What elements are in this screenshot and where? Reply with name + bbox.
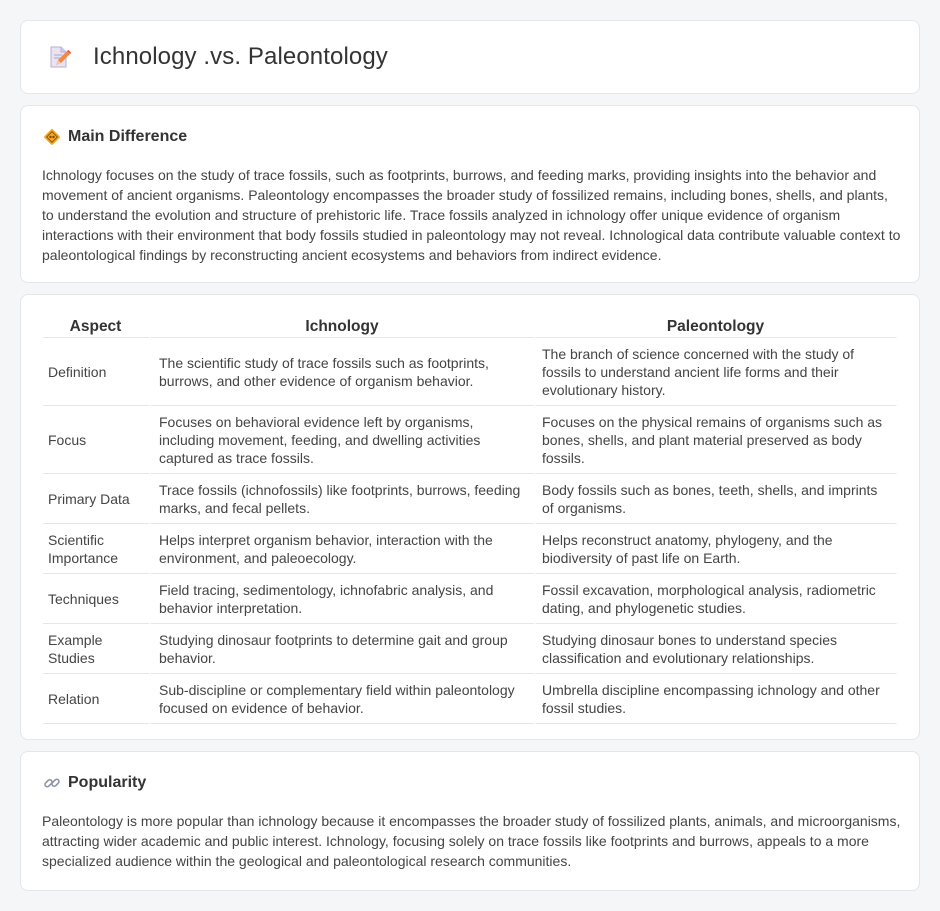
aspect-cell: Techniques [43,574,151,624]
paleontology-cell: Focuses on the physical remains of organisms such as bones, shells, and plant material preserved as body fossils. [536,406,898,474]
ichnology-cell: Sub-discipline or complementary field within paleontology focused on evidence of behavior. [151,674,536,724]
table-row [43,624,898,674]
ichnology-cell: Focuses on behavioral evidence left by organisms, including movement, feeding, and dwelling activities captured as trace fossils. [151,406,536,474]
paleontology-cell: Studying dinosaur bones to understand species classification and evolutionary relationships. [536,624,898,674]
ichnology-cell: The scientific study of trace fossils such as footprints, burrows, and other evidence of organism behavior. [151,338,536,406]
comparison-card [20,294,920,740]
main-difference-heading [43,128,187,146]
table-row [43,474,898,524]
ichnology-cell: Field tracing, sedimentology, ichnofabric analysis, and behavior interpretation. [151,574,536,624]
paleontology-cell: The branch of science concerned with the study of fossils to understand ancient life forms and their evolutionary history. [536,338,898,406]
main-difference-text: Ichnology focuses on the study of trace fossils, such as footprints, burrows, and feeding marks, providing insights into the behavior and movement of ancient organisms. Paleontology encompasses the broader study of fossilized remains, including bones, shells, and plants, to understand the evolution and structure of prehistoric life. Trace fossils analyzed in ichnology offer unique evidence of organism interactions with their environment that body fossils studied in paleontology may not reveal. Ichnological data contribute valuable context to paleontological findings by reconstructing ancient ecosystems and behaviors from indirect evidence. [42,167,901,263]
ichnology-cell: Helps interpret organism behavior, interaction with the environment, and paleoecology. [151,524,536,574]
main-difference-card [20,105,920,283]
table-row [43,406,898,474]
popularity-card [20,751,920,891]
comparison-table [43,315,898,724]
header-card [20,20,920,94]
paleontology-cell: Fossil excavation, morphological analysis, radiometric dating, and phylogenetic studies. [536,574,898,624]
header-aspect: Aspect [43,315,151,338]
popularity-heading [43,774,146,792]
main-difference-title: Main Difference [68,128,188,145]
document-pencil-icon [47,45,71,69]
table-header-row [43,315,898,338]
table-row [43,338,898,406]
header-paleontology: Paleontology [536,315,898,338]
popularity-title: Popularity [68,774,147,791]
aspect-cell: Relation [43,674,151,724]
table-row [43,574,898,624]
popularity-text: Paleontology is more popular than ichnology because it encompasses the broader study of fossilized plants, animals, and microorganisms, attracting wider academic and public interest. Ichnology, focusing solely on trace fossils like footprints and burrows, appeals to a more specialized audience within the geological and paleontological research communities. [42,813,901,869]
diamond-sign-icon [43,128,61,146]
table-row [43,674,898,724]
header-ichnology: Ichnology [151,315,536,338]
page-title: Ichnology .vs. Paleontology [93,43,388,70]
ichnology-cell: Trace fossils (ichnofossils) like footprints, burrows, feeding marks, and fecal pellets. [151,474,536,524]
aspect-cell: Focus [43,406,151,474]
paleontology-cell: Body fossils such as bones, teeth, shells, and imprints of organisms. [536,474,898,524]
ichnology-cell: Studying dinosaur footprints to determine gait and group behavior. [151,624,536,674]
title-row [47,43,388,71]
table-row [43,524,898,574]
aspect-cell: Scientific Importance [43,524,151,574]
paleontology-cell: Umbrella discipline encompassing ichnology and other fossil studies. [536,674,898,724]
aspect-cell: Primary Data [43,474,151,524]
aspect-cell: Definition [43,338,151,406]
paleontology-cell: Helps reconstruct anatomy, phylogeny, and the biodiversity of past life on Earth. [536,524,898,574]
aspect-cell: Example Studies [43,624,151,674]
link-icon [43,774,61,792]
